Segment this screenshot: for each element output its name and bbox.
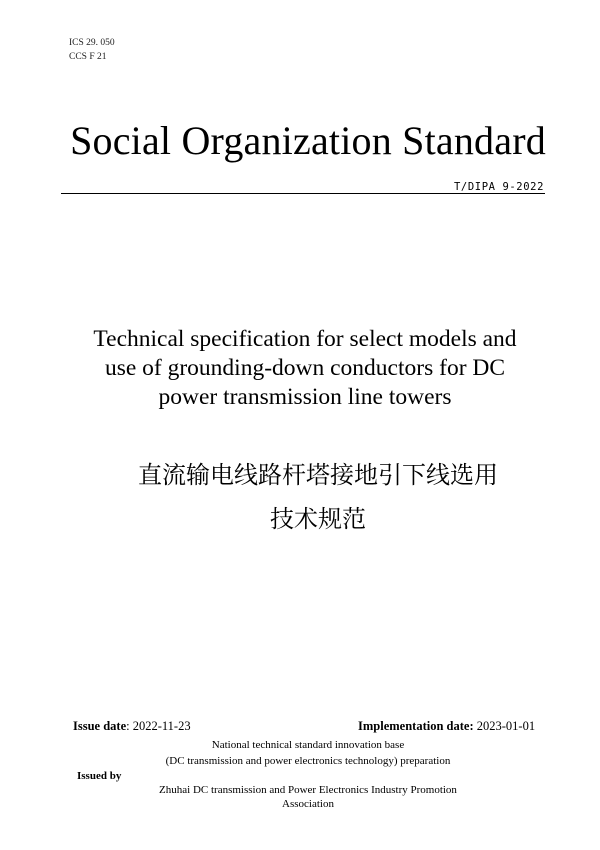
- main-title: Social Organization Standard: [70, 118, 546, 163]
- issue-date-value: : 2022-11-23: [126, 719, 191, 733]
- english-title: [40, 325, 570, 412]
- implementation-date: [358, 718, 535, 734]
- chinese-title-line: 直流输电线路杆塔接地引下线选用: [138, 461, 498, 489]
- issuer-line: (DC transmission and power electronics technology) preparation: [165, 755, 451, 767]
- issue-date-label: Issue date: [73, 719, 127, 733]
- issuer-line: National technical standard innovation base: [211, 739, 405, 751]
- publisher-block: [0, 783, 600, 811]
- issued-by-label: Issued by: [77, 770, 122, 782]
- publisher-line: Association: [282, 798, 334, 810]
- issue-date: [73, 718, 191, 734]
- english-title-line: Technical specification for select models and: [93, 326, 517, 352]
- english-title-line: power transmission line towers: [158, 384, 452, 410]
- standard-number: T/DIPA 9-2022: [454, 181, 544, 193]
- english-title-line: use of grounding-down conductors for DC: [104, 355, 506, 381]
- title-divider: [61, 193, 545, 194]
- ccs-code: CCS F 21: [69, 52, 107, 62]
- classification-codes: [69, 36, 115, 64]
- ics-code: ICS 29. 050: [69, 38, 115, 48]
- implementation-date-label: Implementation date:: [358, 719, 474, 733]
- chinese-title: [0, 453, 600, 541]
- implementation-date-value: 2023-01-01: [473, 719, 536, 733]
- issuer-block: [0, 737, 600, 769]
- publisher-line: Zhuhai DC transmission and Power Electronics Industry Promotion: [159, 784, 457, 796]
- chinese-title-line: 技术规范: [270, 505, 366, 533]
